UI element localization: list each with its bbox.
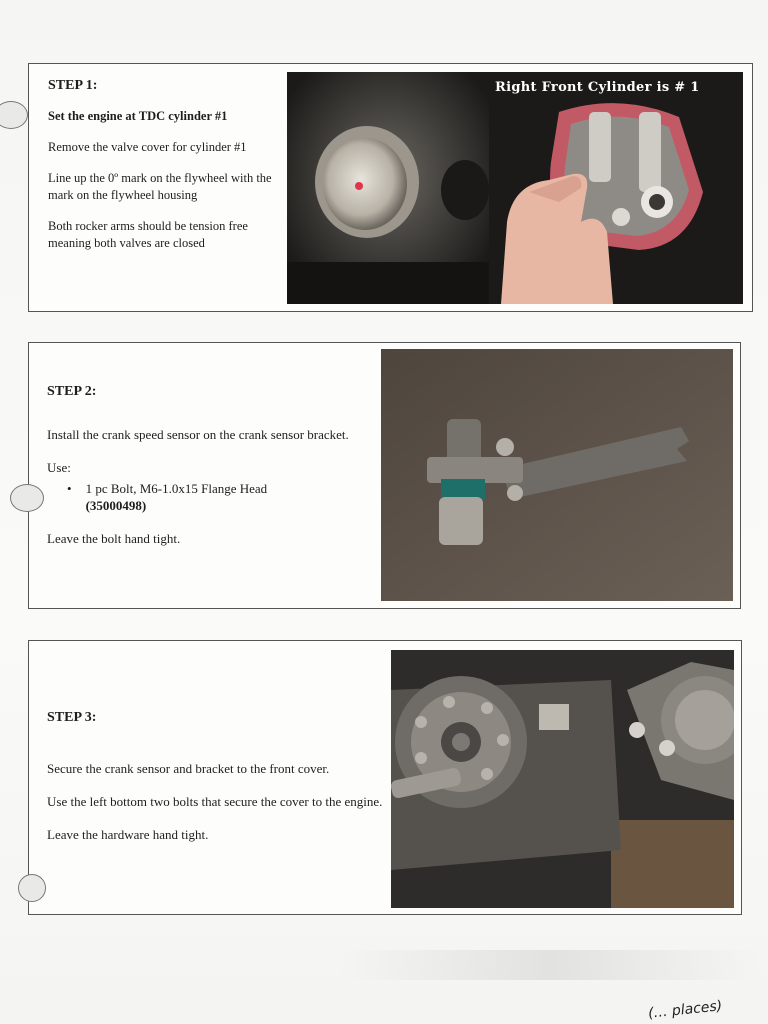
front-cover-photo-art <box>391 650 734 908</box>
step-2-bullet-part-number: (35000498) <box>85 498 147 513</box>
rocker-arm-photo-art <box>489 72 743 304</box>
hole-punch-bottom <box>18 874 46 902</box>
step-3-line-1: Secure the crank sensor and bracket to the front cover. <box>47 761 330 776</box>
scan-smudge <box>340 950 760 980</box>
rocker-arm-photo <box>489 72 743 304</box>
front-cover-photo <box>391 650 734 908</box>
step-1-line-4: Both rocker arms should be tension free meaning both valves are closed <box>48 219 248 250</box>
step-1-heading: STEP 1: <box>48 78 98 93</box>
rocker-photo-caption: Right Front Cylinder is # 1 <box>495 80 700 95</box>
step-2-bullet-text: 1 pc Bolt, M6-1.0x15 Flange Head <box>85 481 268 496</box>
step-2-line-1: Install the crank speed sensor on the crank sensor bracket. <box>47 427 349 442</box>
step-2-text <box>47 383 367 547</box>
handwritten-note: (… places) <box>647 998 723 1022</box>
step-3-panel <box>28 640 742 915</box>
crank-sensor-photo <box>381 349 733 601</box>
step-1-panel <box>28 63 753 312</box>
flywheel-photo <box>287 72 489 304</box>
step-2-use-label: Use: <box>47 460 71 475</box>
hole-punch-middle <box>10 484 44 512</box>
step-1-line-3: Line up the 0º mark on the flywheel with the mark on the flywheel housing <box>48 171 272 202</box>
step-3-heading: STEP 3: <box>47 710 97 725</box>
step-3-line-3: Leave the hardware hand tight. <box>47 827 209 842</box>
step-1-text <box>48 77 288 252</box>
step-1-line-2: Remove the valve cover for cylinder #1 <box>48 140 247 154</box>
crank-sensor-photo-art <box>381 349 733 601</box>
step-1-line-1: Set the engine at TDC cylinder #1 <box>48 109 228 123</box>
bullet-dot: • <box>67 481 72 496</box>
step-2-line-3: Leave the bolt hand tight. <box>47 531 181 546</box>
step-3-text <box>47 709 387 843</box>
step-2-bullet-item <box>67 480 367 514</box>
step-3-line-2: Use the left bottom two bolts that secure the cover to the engine. <box>47 794 383 809</box>
flywheel-photo-art <box>287 72 489 304</box>
step-2-heading: STEP 2: <box>47 384 97 399</box>
step-2-panel <box>28 342 741 609</box>
